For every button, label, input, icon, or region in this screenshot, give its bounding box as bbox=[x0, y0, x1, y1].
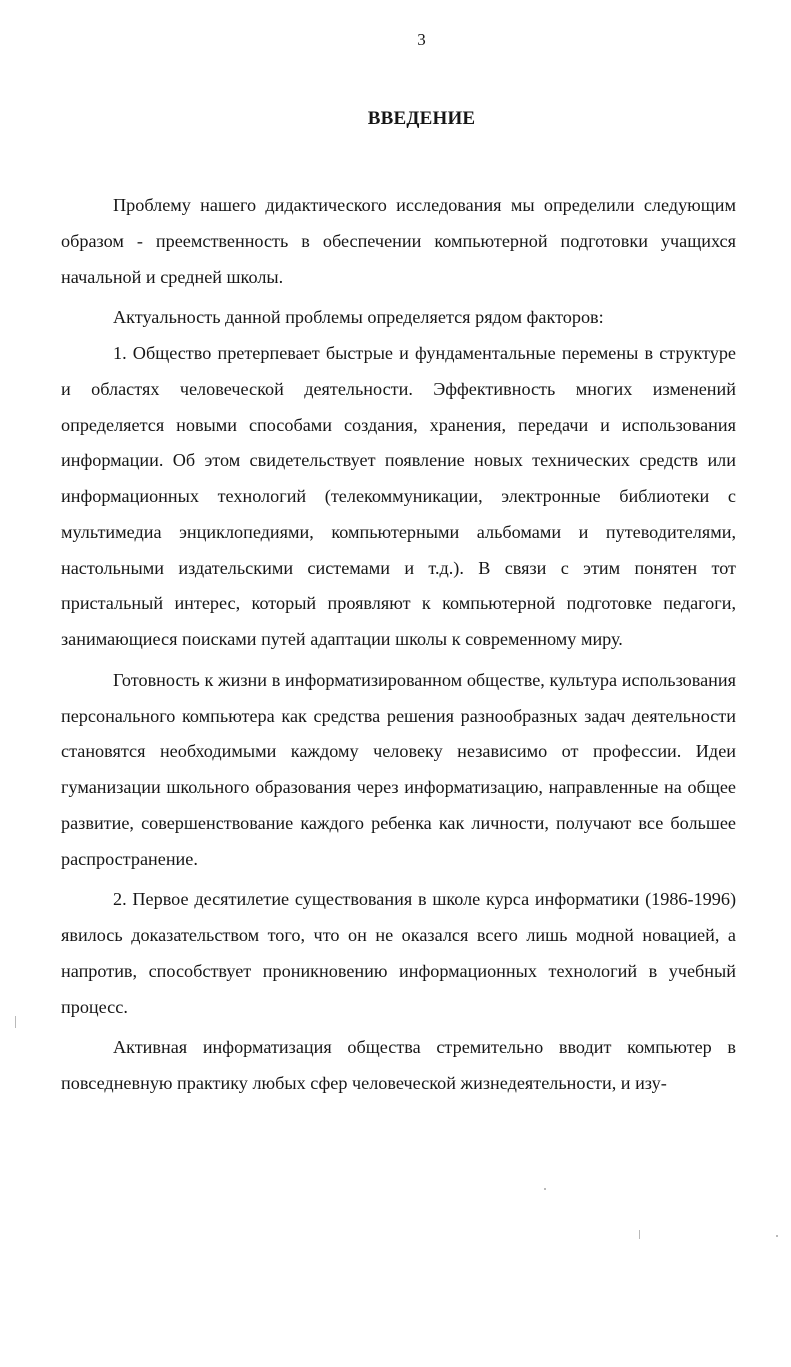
scan-speck bbox=[639, 1230, 640, 1239]
paragraph-problem-statement: Проблему нашего дидактического исследования мы определили следующим образом - преемственность в обеспечении компьютерной подготовки учащихся начальной и средней школы. bbox=[61, 195, 736, 287]
paragraph-readiness: Готовность к жизни в информатизированном обществе, культура использования персонального компьютера как средства решения разнообразных задач деятельности становятся необходимыми каждому человеку независимо от профессии. Идеи гуманизации школьного образования через информатизацию, направленные на общее развитие, совершенствование каждого ребенка как личности, получают все большее распространение. bbox=[61, 669, 736, 869]
paragraph-informatization: Активная информатизация общества стремительно вводит компьютер в повседневную практику любых сфер человеческой жизнедеятельности, и изу- bbox=[61, 1037, 736, 1093]
section-heading: ВВЕДЕНИЕ bbox=[367, 108, 476, 129]
scan-speck bbox=[15, 1016, 16, 1028]
paragraph-factor-2: 2. Первое десятилетие существования в школе курса информатики (1986-1996) явилось доказательством того, что он не оказался всего лишь модной новацией, а напротив, способствует проникновению информационных технологий в учебный процесс. bbox=[61, 889, 736, 1017]
scan-speck bbox=[544, 1188, 546, 1190]
paragraph-relevance-intro: Актуальность данной проблемы определяется рядом факторов: bbox=[113, 307, 604, 328]
paragraph-factor-1: 1. Общество претерпевает быстрые и фундаментальные перемены в структуре и областях человеческой деятельности. Эффективность многих изменений определяется новыми способами создания, хранения, передачи и использования информации. Об этом свидетельствует появление новых технических средств или информационных технологий (телекоммуникации, электронные библиотеки с мультимедиа энциклопедиями, компьютерными альбомами и путеводителями, настольными издательскими системами и т.д.). В связи с этим понятен тот пристальный интерес, который проявляют к компьютерной подготовке педагоги, занимающиеся поисками путей адаптации школы к современному миру. bbox=[61, 343, 736, 649]
scan-speck bbox=[776, 1235, 778, 1237]
body-text bbox=[61, 188, 736, 1102]
page-number: 3 bbox=[417, 30, 426, 49]
